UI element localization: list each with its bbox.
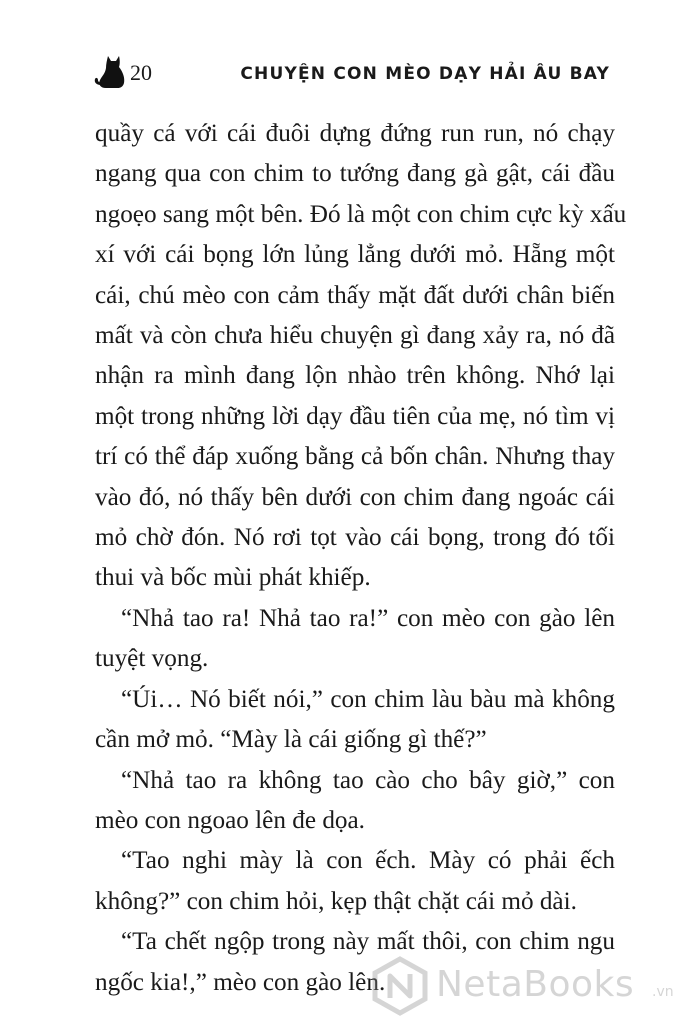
running-title: CHUYỆN CON MÈO DẠY HẢI ÂU BAY [240,64,610,84]
text-line: cái, chú mèo con cảm thấy mặt đất dưới chân biến [95,281,615,309]
cat-silhouette-icon [92,52,132,92]
text-line: tuyệt vọng. [95,645,209,673]
text-line: ngốc kia!,” mèo con gào lên. [95,968,386,996]
text-line: “Tao nghi mày là con ếch. Mày có phải ếch [121,847,615,875]
watermark-suffix: .vn [652,984,674,1000]
text-line: ngang qua con chim to tướng đang gà gật, cái đầu [95,160,615,188]
text-line: thui và bốc mùi phát khiếp. [95,564,371,592]
text-line: mèo con ngoao lên đe dọa. [95,806,365,834]
text-line: quầy cá với cái đuôi dựng đứng run run, nó chạy [95,120,615,147]
page-number: 20 [130,60,152,85]
text-line: nhận ra mình đang lộn nhào trên không. Nhớ lại [95,362,615,390]
watermark [370,956,690,1016]
page-header [0,0,700,110]
text-line: cần mở mỏ. “Mày là cái giống gì thế?” [95,726,487,754]
text-line: một trong những lời dạy đầu tiên của mẹ, nó tìm vị [95,402,615,430]
body-text [95,114,627,1003]
text-line: “Nhả tao ra không tao cào cho bây giờ,” con [121,766,615,794]
text-line: xí với cái bọng lớn lủng lẳng dưới mỏ. Hẵng một [95,241,615,269]
text-line: không?” con chim hỏi, kẹp thật chặt cái mỏ dài. [95,887,577,915]
text-line: “Úi… Nó biết nói,” con chim làu bàu mà không [121,685,615,713]
text-line: vào đó, nó thấy bên dưới con chim đang ngoác cái [95,483,615,511]
text-line: mỏ chờ đón. Nó rơi tọt vào cái bọng, trong đó tối [95,524,615,552]
text-line: trí có thể đáp xuống bằng cả bốn chân. Nhưng thay [95,443,615,471]
text-line: mất và còn chưa hiểu chuyện gì đang xảy ra, nó đã [95,322,615,350]
text-line: ngoẹo sang một bên. Đó là một con chim cực kỳ xấu [95,200,627,228]
text-line: “Ta chết ngộp trong này mất thôi, con chim ngu [121,928,615,956]
watermark-text: NetaBooks [436,964,635,1005]
netabooks-logo-icon [370,956,430,1016]
text-line: “Nhả tao ra! Nhả tao ra!” con mèo con gào lên [121,604,615,632]
